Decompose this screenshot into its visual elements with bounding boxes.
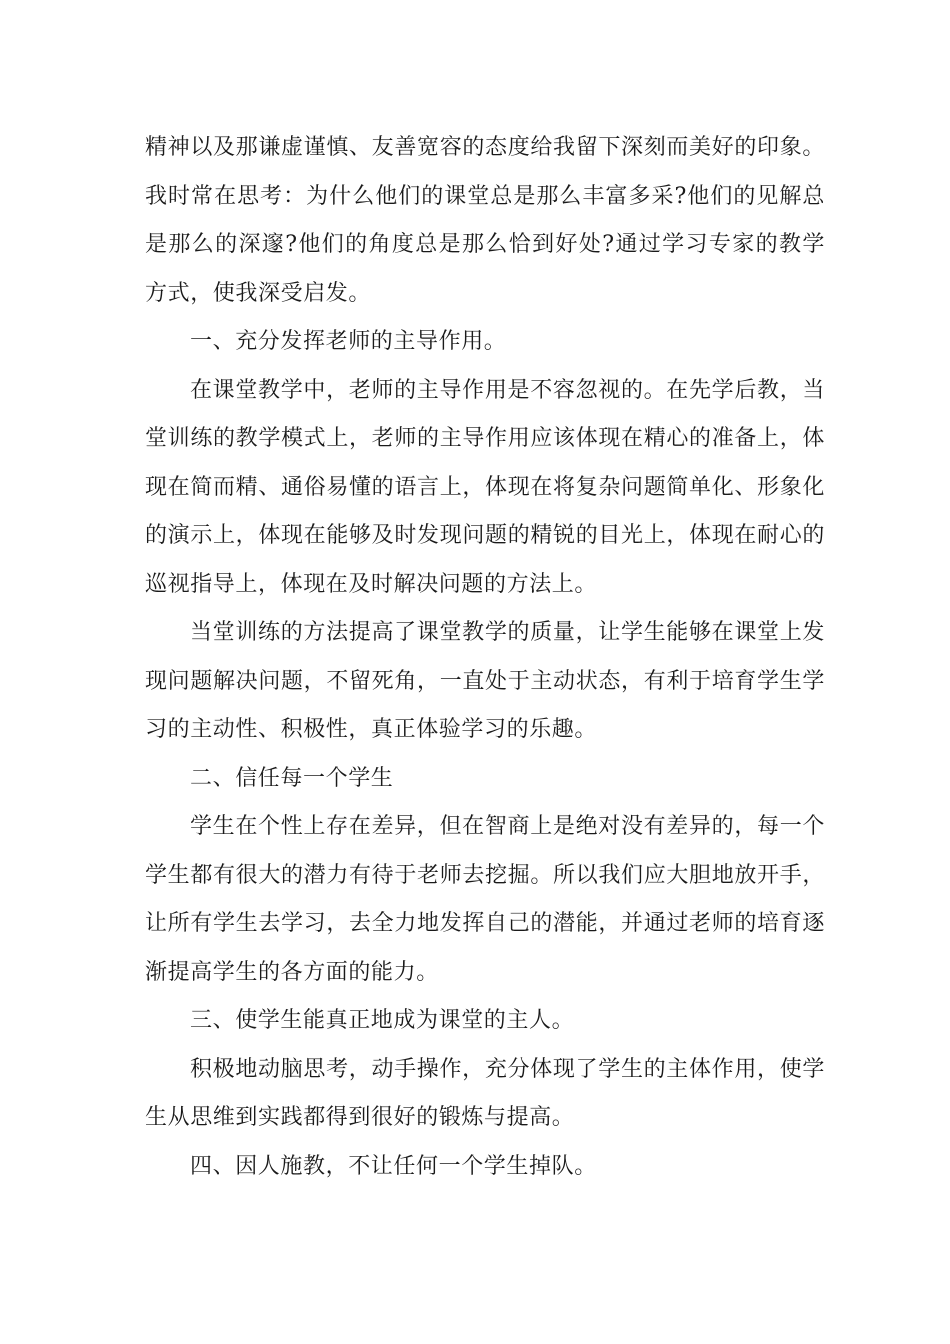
paragraph-continued: 精神以及那谦虚谨慎、友善宽容的态度给我留下深刻而美好的印象。我时常在思考：为什么他们的课堂总是那么丰富多采?他们的见解总是那么的深邃?他们的角度总是那么恰到好处?通过学习专家的教学方式，使我深受启发。 [145, 135, 825, 306]
document-body [145, 124, 825, 1191]
section-heading-4: 四、因人施教，不让任何一个学生掉队。 [190, 1153, 597, 1179]
paragraph: 学生在个性上存在差异，但在智商上是绝对没有差异的，每一个学生都有很大的潜力有待于老师去挖掘。所以我们应大胆地放开手，让所有学生去学习，去全力地发挥自己的潜能，并通过老师的培育逐渐提高学生的各方面的能力。 [145, 814, 825, 985]
paragraph: 当堂训练的方法提高了课堂教学的质量，让学生能够在课堂上发现问题解决问题，不留死角，一直处于主动状态，有利于培育学生学习的主动性、积极性，真正体验学习的乐趣。 [145, 620, 825, 742]
paragraph: 积极地动脑思考，动手操作，充分体现了学生的主体作用，使学生从思维到实践都得到很好的锻炼与提高。 [145, 1056, 825, 1130]
section-heading-1: 一、充分发挥老师的主导作用。 [190, 329, 507, 354]
section-heading-3: 三、使学生能真正地成为课堂的主人。 [190, 1008, 575, 1033]
paragraph: 在课堂教学中，老师的主导作用是不容忽视的。在先学后教，当堂训练的教学模式上，老师的主导作用应该体现在精心的准备上，体现在简而精、通俗易懂的语言上，体现在将复杂问题简单化、形象化的演示上，体现在能够及时发现问题的精锐的目光上，体现在耐心的巡视指导上，体现在及时解决问题的方法上。 [145, 377, 825, 597]
section-heading-2: 二、信任每一个学生 [190, 765, 394, 791]
